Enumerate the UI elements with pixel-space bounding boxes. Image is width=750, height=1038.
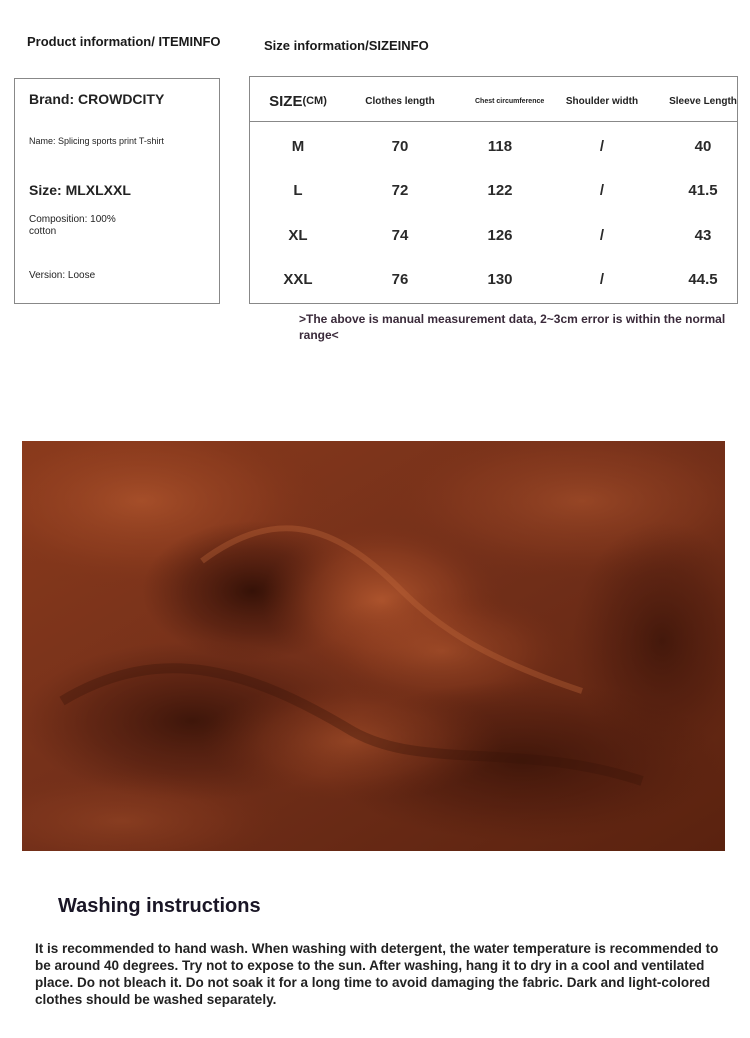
column-header-length: Clothes length [365, 95, 435, 107]
chest-cell: 122 [487, 181, 513, 199]
size-list-label: Size: MLXLXXL [29, 182, 131, 198]
length-cell: 76 [391, 270, 409, 288]
size-header-label: SIZE [269, 92, 303, 110]
shoulder-cell: / [599, 137, 605, 155]
product-name-label: Name: Splicing sports print T-shirt [29, 136, 164, 146]
shoulder-cell: / [599, 270, 605, 288]
table-row [250, 220, 737, 250]
sleeve-cell: 40 [694, 137, 712, 155]
brand-label: Brand: CROWDCITY [29, 91, 165, 107]
sleeve-cell: 41.5 [688, 181, 718, 199]
composition-label: Composition: 100% cotton [29, 214, 116, 237]
size-cell: L [293, 181, 303, 199]
fabric-photo [22, 441, 725, 851]
length-cell: 72 [391, 181, 409, 199]
product-info-box [14, 78, 220, 304]
chest-cell: 130 [487, 270, 513, 288]
length-cell: 74 [391, 226, 409, 244]
chest-cell: 118 [487, 137, 513, 155]
measurement-note: >The above is manual measurement data, 2~3cm error is within the normal range< [299, 312, 726, 342]
column-header-shoulder: Shoulder width [565, 95, 639, 107]
size-cell: XXL [283, 270, 313, 288]
version-label: Version: Loose [29, 270, 96, 281]
length-cell: 70 [391, 137, 409, 155]
fabric-texture-image [22, 441, 725, 851]
shoulder-cell: / [599, 226, 605, 244]
size-table [249, 76, 738, 304]
chest-cell: 126 [487, 226, 513, 244]
washing-instructions-title: Washing instructions [58, 895, 261, 917]
washing-instructions-text: It is recommended to hand wash. When washing with detergent, the water temperature is recommended to be around 40 degrees. Try not to expose to the sun. After washing, hang it to dry in a cool and ventilated place. Do not bleach it. Do not soak it for a long time to avoid damaging the fabric. Dark and light-colored clothes should be washed separately. [35, 941, 719, 1007]
size-header-unit: (CM) [302, 94, 327, 107]
size-cell: XL [288, 226, 308, 244]
size-cell: M [291, 137, 305, 155]
shoulder-cell: / [599, 181, 605, 199]
sleeve-cell: 43 [694, 226, 712, 244]
column-header-chest: Chest circumference [475, 97, 545, 105]
column-header-size [258, 85, 338, 117]
header-divider [250, 121, 737, 122]
table-row [250, 264, 737, 294]
size-info-heading: Size information/SIZEINFO [264, 38, 429, 53]
table-row [250, 175, 737, 205]
product-info-heading: Product information/ ITEMINFO [27, 34, 221, 49]
column-header-sleeve: Sleeve Length [669, 95, 737, 107]
table-row [250, 131, 737, 161]
sleeve-cell: 44.5 [688, 270, 718, 288]
